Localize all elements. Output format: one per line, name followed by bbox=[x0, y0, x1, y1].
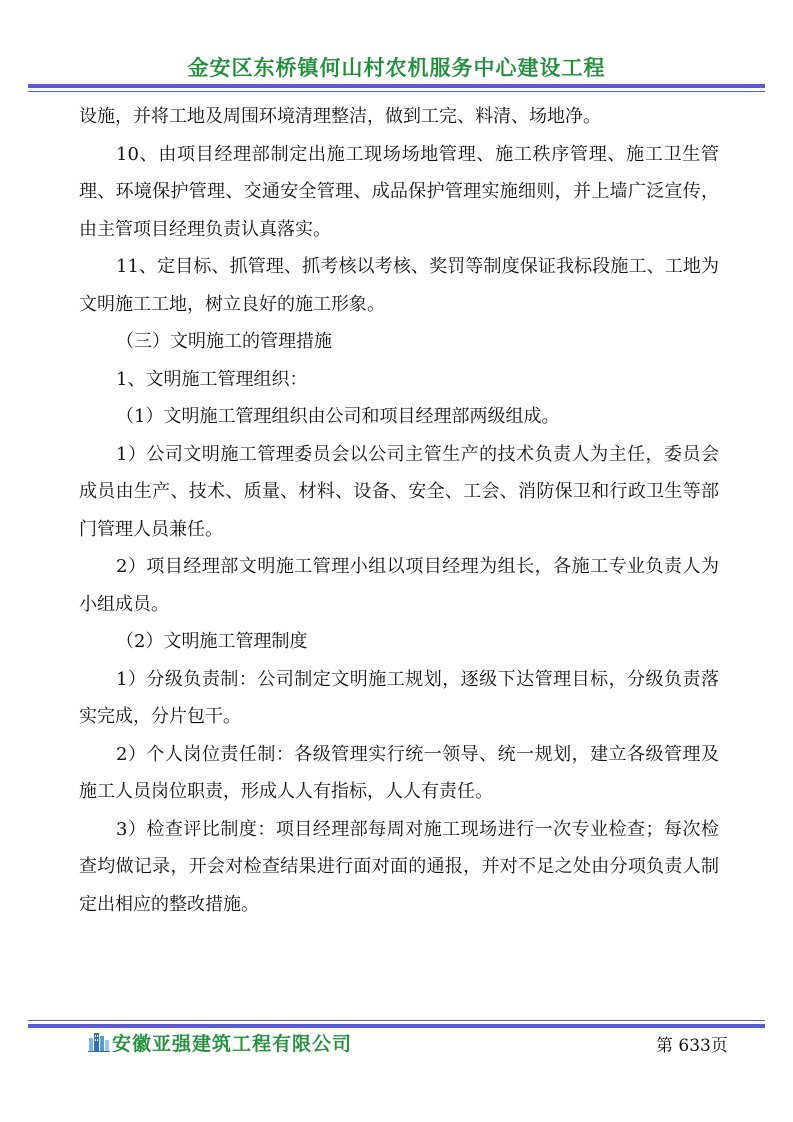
company-name: 安徽亚强建筑工程有限公司 bbox=[112, 1033, 353, 1055]
subsection-heading: （2）文明施工管理制度 bbox=[116, 631, 308, 652]
paragraph: 3）检查评比制度：项目经理部每周对施工现场进行一次专业检查；每次检查均做记录，开会对检查结果进行面对面的通报，并对不足之处由分项负责人制定出相应的整改措施。 bbox=[79, 818, 719, 915]
page-number: 第 633页 bbox=[656, 1036, 728, 1056]
paragraph: 1）公司文明施工管理委员会以公司主管生产的技术负责人为主任，委员会成员由生产、技术、质量、材料、设备、安全、工会、消防保卫和行政卫生等部门管理人员兼任。 bbox=[79, 443, 719, 540]
header-title: 金安区东桥镇何山村农机服务中心建设工程 bbox=[187, 56, 606, 80]
subsection-heading: 1、文明施工管理组织： bbox=[116, 368, 308, 390]
footer-rule-thin bbox=[28, 1020, 765, 1021]
document-body bbox=[79, 98, 719, 923]
paragraph: 设施，并将工地及周围环境清理整洁，做到工完、料清、场地净。 bbox=[79, 106, 601, 127]
paragraph: 2）个人岗位责任制：各级管理实行统一领导、统一规划，建立各级管理及施工人员岗位职责，形成人人有指标，人人有责任。 bbox=[79, 743, 719, 802]
section-heading: （三）文明施工的管理措施 bbox=[116, 331, 332, 352]
paragraph: 1）分级负责制：公司制定文明施工规划，逐级下达管理目标，分级负责落实完成，分片包干。 bbox=[79, 668, 719, 727]
header-rule-thin bbox=[28, 91, 765, 92]
paragraph: （1）文明施工管理组织由公司和项目经理部两级组成。 bbox=[116, 406, 560, 427]
paragraph: 10、由项目经理部制定出施工现场场地管理、施工秩序管理、施工卫生管理、环境保护管理、交通安全管理、成品保护管理实施细则，并上墙广泛宣传，由主管项目经理负责认真落实。 bbox=[79, 143, 719, 240]
header-rule-thick bbox=[28, 84, 765, 88]
footer-bar bbox=[0, 1028, 793, 1058]
paragraph: 11、定目标、抓管理、抓考核以考核、奖罚等制度保证我标段施工、工地为文明施工工地，树立良好的施工形象。 bbox=[79, 256, 719, 315]
paragraph: 2）项目经理部文明施工管理小组以项目经理为组长，各施工专业负责人为小组成员。 bbox=[79, 556, 719, 615]
building-logo-icon bbox=[88, 1030, 110, 1052]
